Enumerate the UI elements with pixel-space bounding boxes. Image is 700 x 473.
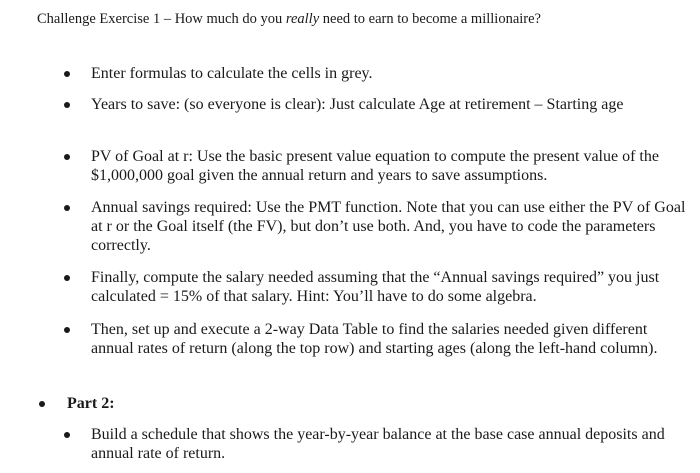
list-item-text: Enter formulas to calculate the cells in grey. [91,65,373,82]
title-prefix: Challenge Exercise 1 – How much do you [37,11,286,27]
list-item [91,95,691,114]
list-item [91,268,691,306]
bullet-icon [64,102,70,108]
section-heading-text: Part 2: [67,395,115,412]
bullet-icon [39,401,45,407]
page-title [37,10,541,28]
section-heading-part-2 [67,394,667,413]
bullet-icon [64,205,70,211]
list-item-text: Finally, compute the salary needed assuming that the “Annual savings required” you just calculated = 15% of that salary. Hint: You’ll have to do some algebra. [91,269,660,305]
list-item [91,147,691,185]
list-item-text: Then, set up and execute a 2-way Data Table to find the salaries needed given different annual rates of return (along the top row) and starting ages (along the left-hand column). [91,321,658,357]
list-item [91,198,691,255]
list-item-text: Years to save: (so everyone is clear): Just calculate Age at retirement – Starting age [91,96,624,113]
bullet-icon [64,275,70,281]
list-item [91,64,691,83]
list-item-text: Build a schedule that shows the year-by-year balance at the base case annual deposits and annual rate of return. [91,426,665,462]
title-emphasis: really [285,11,320,27]
bullet-icon [64,432,70,438]
list-item [91,320,691,358]
list-item-text: PV of Goal at r: Use the basic present value equation to compute the present value of the $1,000,000 goal given the annual return and years to save assumptions. [91,148,659,184]
bullet-icon [64,154,70,160]
list-item-text: Annual savings required: Use the PMT function. Note that you can use either the PV of Goal at r or the Goal itself (the FV), but don’t use both. And, you have to code the parameters correctly. [91,199,686,254]
title-suffix: need to earn to become a millionaire? [319,11,541,27]
bullet-icon [64,327,70,333]
bullet-icon [64,71,70,77]
list-item [91,425,691,463]
